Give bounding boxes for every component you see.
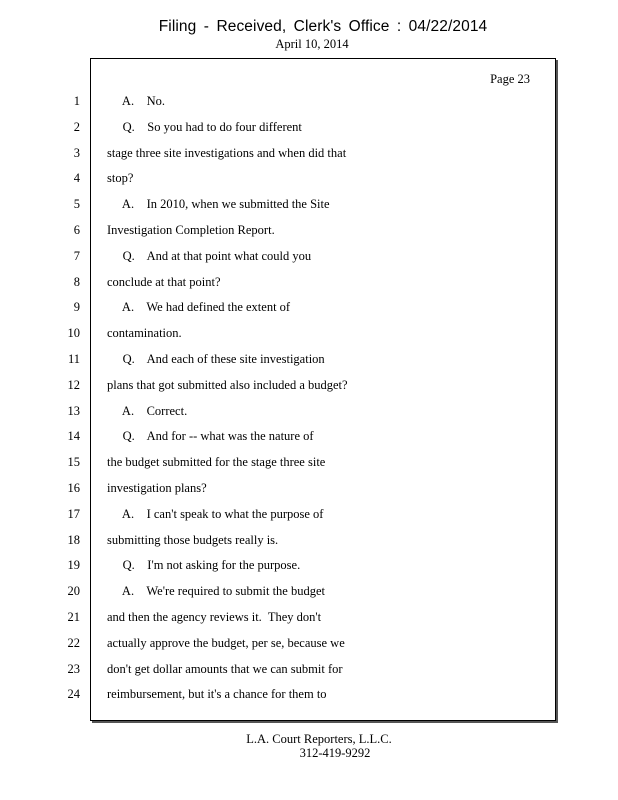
transcript-line: stop? bbox=[107, 171, 134, 186]
line-number: 1 bbox=[73, 94, 80, 108]
line-number: 18 bbox=[67, 532, 80, 547]
transcript-date: April 10, 2014 bbox=[275, 37, 349, 51]
line-number: 9 bbox=[73, 300, 80, 315]
line-number: 3 bbox=[73, 145, 80, 160]
line-number-column bbox=[0, 89, 80, 708]
transcript-text bbox=[107, 89, 547, 708]
transcript-line: stage three site investigations and when did that bbox=[107, 145, 347, 160]
line-number: 6 bbox=[73, 222, 80, 237]
line-number: 14 bbox=[67, 429, 80, 444]
transcript-line: conclude at that point? bbox=[107, 274, 221, 289]
transcript-line: Q. And at that point what could you bbox=[107, 248, 312, 263]
line-number: 7 bbox=[73, 248, 80, 263]
transcript-line: Q. And for -- what was the nature of bbox=[107, 429, 314, 444]
transcript-line: A. No. bbox=[107, 94, 165, 108]
transcript-line: A. We had defined the extent of bbox=[107, 300, 291, 315]
line-number: 11 bbox=[67, 351, 80, 366]
line-number: 12 bbox=[67, 377, 80, 392]
line-number: 5 bbox=[73, 197, 80, 212]
line-number: 4 bbox=[73, 171, 80, 186]
transcript-line: submitting those budgets really is. bbox=[107, 532, 279, 547]
line-number: 10 bbox=[67, 326, 80, 341]
transcript-line: the budget submitted for the stage three site bbox=[107, 455, 326, 470]
transcript-line: Q. And each of these site investigation bbox=[107, 351, 325, 366]
transcript-line: contamination. bbox=[107, 326, 182, 341]
line-number: 15 bbox=[67, 455, 80, 470]
line-number: 20 bbox=[67, 584, 80, 599]
line-number: 19 bbox=[67, 558, 80, 573]
line-number: 21 bbox=[67, 609, 80, 624]
court-reporter-name: L.A. Court Reporters, L.L.C. bbox=[246, 732, 392, 746]
transcript-line: A. Correct. bbox=[107, 403, 188, 418]
court-reporter-phone: 312-419-9292 bbox=[299, 746, 371, 760]
transcript-line: Q. So you had to do four different bbox=[107, 119, 302, 134]
transcript-line: investigation plans? bbox=[107, 480, 207, 495]
transcript-line: A. In 2010, when we submitted the Site bbox=[107, 197, 330, 212]
line-number: 17 bbox=[67, 506, 80, 521]
line-number: 8 bbox=[73, 274, 80, 289]
transcript-line: actually approve the budget, per se, because we bbox=[107, 635, 345, 650]
line-number: 22 bbox=[67, 635, 80, 650]
transcript-line: Investigation Completion Report. bbox=[107, 222, 275, 237]
transcript-line: don't get dollar amounts that we can submit for bbox=[107, 661, 343, 676]
transcript-line: and then the agency reviews it. They don't bbox=[107, 609, 322, 624]
transcript-line: Q. I'm not asking for the purpose. bbox=[107, 558, 301, 573]
page-number: Page 23 bbox=[490, 72, 530, 86]
transcript-line: reimbursement, but it's a chance for them to bbox=[107, 687, 327, 702]
line-number: 24 bbox=[67, 687, 80, 702]
line-number: 2 bbox=[73, 119, 80, 134]
transcript-line: A. We're required to submit the budget bbox=[107, 584, 325, 599]
transcript-line: A. I can't speak to what the purpose of bbox=[107, 506, 324, 521]
filing-stamp: Filing - Received, Clerk's Office : 04/22/2014 bbox=[158, 18, 488, 35]
line-number: 23 bbox=[67, 661, 80, 676]
line-number: 16 bbox=[67, 480, 80, 495]
line-number: 13 bbox=[67, 403, 80, 418]
transcript-line: plans that got submitted also included a budget? bbox=[107, 377, 348, 392]
